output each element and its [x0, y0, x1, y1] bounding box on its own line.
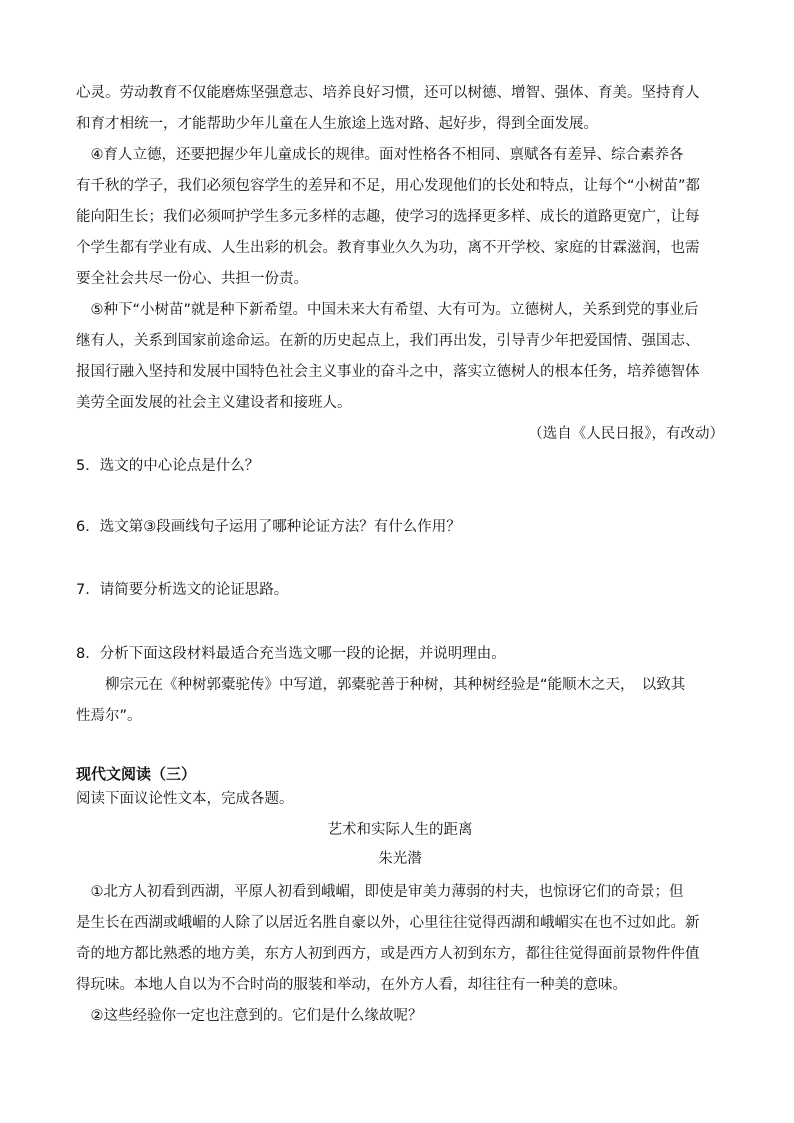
section-instruction: 阅读下面议论性文本，完成各题。 — [76, 791, 294, 807]
article-line: 心灵。劳动教育不仅能磨炼坚强意志、培养良好习惯，还可以树德、增智、强体、育美。坚持育人 — [76, 85, 700, 101]
essay-title: 艺术和实际人生的距离 — [327, 822, 473, 838]
question-7: 7．请简要分析选文的论证思路。 — [76, 582, 289, 598]
article-source: （选自《人民日报》，有改动） — [528, 426, 724, 442]
article-paragraph-4: ④育人立德，还要把握少年儿童成长的规律。面对性格各不相同、禀赋各有差异、综合素养各 — [76, 147, 684, 163]
article-line: 有千秋的学子，我们必须包容学生的差异和不足，用心发现他们的长处和特点，让每个“小树苗”都 — [76, 178, 701, 194]
question-8: 8．分析下面这段材料最适合充当选文哪一段的论据，并说明理由。 — [76, 646, 506, 662]
essay-paragraph-1: ①北方人初看到西湖，平原人初看到峨嵋，即使是审美力薄弱的村夫，也惊讶它们的奇景；但 — [76, 884, 684, 900]
article-line: 继有人，关系到国家前途命运。在新的历史起点上，我们再出发，引导青少年把爱国情、强国志、 — [76, 333, 700, 349]
article-line: 要全社会共尽一份心、共担一份责。 — [76, 271, 308, 287]
essay-line: 是生长在西湖或峨嵋的人除了以居近名胜自豪以外，心里往往觉得西湖和峨嵋实在也不过如此。新 — [76, 915, 700, 931]
article-line: 能向阳生长；我们必须呵护学生多元多样的志趣，使学习的选择更多样、成长的道路更宽广，让每 — [76, 209, 700, 225]
article-line: 美劳全面发展的社会主义建设者和接班人。 — [76, 395, 352, 411]
question-5: 5．选文的中心论点是什么？ — [76, 458, 260, 474]
article-line: 报国行融入坚持和发展中国特色社会主义事业的奋斗之中，落实立德树人的根本任务，培养德智体 — [76, 364, 700, 380]
essay-line: 得玩味。本地人自以为不合时尚的服装和举动，在外方人看，却往往有一种美的意味。 — [76, 977, 627, 993]
question-8-material: 性焉尔”。 — [76, 708, 142, 724]
section-heading: 现代文阅读（三） — [76, 765, 197, 783]
essay-line: 奇的地方都比熟悉的地方美，东方人初到西方，或是西方人初到东方，都往往觉得面前景物件件值 — [76, 946, 700, 962]
question-8-material: 柳宗元在《种树郭橐驼传》中写道，郭橐驼善于种树，其种树经验是“能顺木之天， 以致其 — [76, 677, 686, 693]
article-line: 和育才相统一，才能帮助少年儿童在人生旅途上选对路、起好步，得到全面发展。 — [76, 116, 598, 132]
essay-paragraph-2: ②这些经验你一定也注意到的。它们是什么缘故呢？ — [76, 1008, 423, 1024]
article-paragraph-5: ⑤种下“小树苗”就是种下新希望。中国未来大有希望、大有可为。立德树人，关系到党的事业后 — [76, 302, 699, 318]
question-6: 6．选文第③段画线句子运用了哪种论证方法？有什么作用？ — [76, 519, 461, 535]
essay-author: 朱光潜 — [378, 851, 422, 867]
article-line: 个学生都有学业有成、人生出彩的机会。教育事业久久为功，离不开学校、家庭的甘霖滋润，也需 — [76, 240, 700, 256]
